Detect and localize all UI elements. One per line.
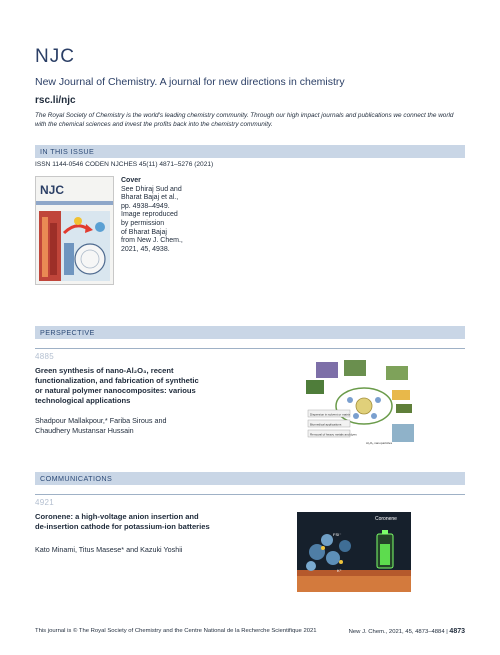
cover-line: Bharat Bajaj et al.,: [121, 194, 179, 202]
graphic-label: Coronene: [375, 516, 397, 522]
graphic-label: Dispersion in solvent or matrix: [310, 412, 351, 417]
title-line: or natural polymer nanocomposites: various: [35, 386, 196, 395]
title-line: Coronene: a high-voltage anion insertion and: [35, 512, 199, 521]
cover-art: [36, 177, 113, 284]
perspective-bar: [35, 326, 465, 339]
cover-line: of Bharat Bajaj: [121, 228, 167, 236]
author-line: Shadpour Mallakpour,* Fariba Sirous and: [35, 416, 167, 425]
title-line: functionalization, and fabrication of synthetic: [35, 376, 199, 385]
perspective-divider: [35, 348, 465, 349]
in-this-issue-label: IN THIS ISSUE: [40, 147, 95, 156]
footer-journal-citation: New J. Chem., 2021, 45, 4873–4884 |: [348, 629, 448, 635]
communications-page-number: 4921: [35, 498, 54, 507]
cover-caption: [121, 177, 183, 254]
in-this-issue-bar: [35, 145, 465, 158]
perspective-label: PERSPECTIVE: [40, 328, 95, 337]
perspective-page-number: 4885: [35, 352, 54, 361]
graphic-label: FSI⁻: [333, 532, 342, 537]
journal-link[interactable]: rsc.li/njc: [35, 95, 76, 106]
cover-line: See Dhiraj Sud and: [121, 185, 182, 193]
author-line: Chaudhery Mustansar Hussain: [35, 425, 134, 435]
cover-heading: Cover: [121, 177, 141, 184]
cover-line: from New J. Chem.,: [121, 237, 183, 245]
footer-copyright: This journal is © The Royal Society of Chemistry and the Centre National de la Recherche Scientifique 2021: [35, 628, 317, 634]
graphic-label: Removal of heavy metals and dyes: [310, 432, 357, 437]
cover-line: 2021, 45, 4938.: [121, 245, 170, 253]
cover-line: pp. 4938–4949.: [121, 202, 170, 210]
perspective-article-title[interactable]: [35, 366, 250, 406]
cover-line: Image reproduced: [121, 211, 178, 219]
communications-graphical-abstract[interactable]: [297, 512, 411, 592]
cover-line: by permission: [121, 219, 165, 227]
title-line: de-insertion cathode for potassium-ion batteries: [35, 522, 210, 531]
communications-label: COMMUNICATIONS: [40, 474, 113, 483]
journal-full-title: New Journal of Chemistry. A journal for new directions in chemistry: [35, 76, 345, 88]
communications-article-title[interactable]: [35, 512, 275, 532]
footer-page-number: 4873: [449, 628, 465, 635]
issn-line: ISSN 1144-0546 CODEN NJCHES 45(11) 4871–5276 (2021): [35, 161, 214, 168]
graphic-label: Biomedical applications: [310, 422, 342, 427]
footer-citation: [349, 628, 465, 635]
journal-abbreviation: NJC: [35, 46, 75, 67]
title-line: technological applications: [35, 396, 131, 405]
graphic-label: K⁺: [337, 568, 342, 573]
perspective-authors: [35, 416, 235, 435]
communications-bar: [35, 472, 465, 485]
page-footer: [35, 628, 465, 634]
graphic-label: Al₂O₃ nanoparticles: [366, 441, 393, 445]
society-blurb: The Royal Society of Chemistry is the world's leading chemistry community. Through our high impact journals and publications we connect the world with the chemical sciences and invest the profits back into the chemistry community.: [35, 112, 454, 128]
cover-logo: NJC: [40, 183, 65, 197]
perspective-graphical-abstract[interactable]: [306, 360, 418, 448]
communications-divider: [35, 494, 465, 495]
cover-image[interactable]: [35, 176, 114, 285]
communications-authors: Kato Minami, Titus Masese* and Kazuki Yoshii: [35, 545, 183, 554]
title-line: Green synthesis of nano-Al₂O₃, recent: [35, 366, 174, 375]
